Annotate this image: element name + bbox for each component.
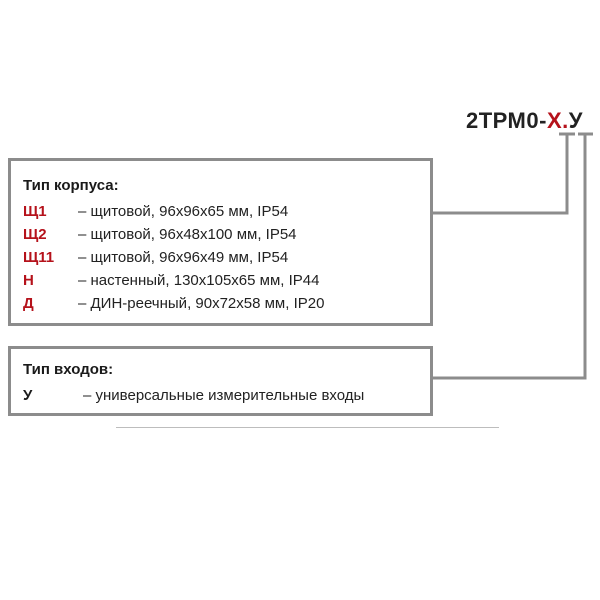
input-type-key: У — [23, 387, 33, 404]
input-type-title: Тип входов: — [23, 361, 114, 378]
case-type-desc: – ДИН-реечный, 90x72x58 мм, IP20 — [78, 295, 325, 312]
case-type-key: Д — [23, 295, 34, 312]
input-type-row — [23, 384, 418, 407]
input-type-desc: – универсальные измерительные входы — [83, 387, 365, 404]
case-type-title: Тип корпуса: — [23, 177, 119, 194]
case-type-row — [23, 292, 418, 315]
case-type-desc: – щитовой, 96x96x65 мм, IP54 — [78, 203, 289, 220]
case-type-key: Щ1 — [23, 203, 47, 220]
horizontal-divider — [116, 427, 499, 428]
model-code-prefix: 2ТРМ0- — [466, 108, 547, 133]
case-type-desc: – настенный, 130x105x65 мм, IP44 — [78, 272, 320, 289]
case-type-row — [23, 223, 418, 246]
case-type-box — [8, 158, 433, 326]
connector-input — [433, 134, 585, 378]
case-type-row — [23, 269, 418, 292]
connector-case — [433, 134, 567, 213]
case-type-row — [23, 246, 418, 269]
input-type-box — [8, 346, 433, 416]
model-code-separator: . — [562, 108, 569, 133]
case-type-row — [23, 200, 418, 223]
case-type-key: Н — [23, 272, 34, 289]
case-type-key: Щ11 — [23, 249, 55, 266]
case-type-desc: – щитовой, 96x48x100 мм, IP54 — [78, 226, 297, 243]
model-code-variable-x: X — [546, 108, 563, 133]
model-code-variable-u: У — [568, 108, 583, 133]
case-type-desc: – щитовой, 96x96x49 мм, IP54 — [78, 249, 289, 266]
case-type-key: Щ2 — [23, 226, 47, 243]
